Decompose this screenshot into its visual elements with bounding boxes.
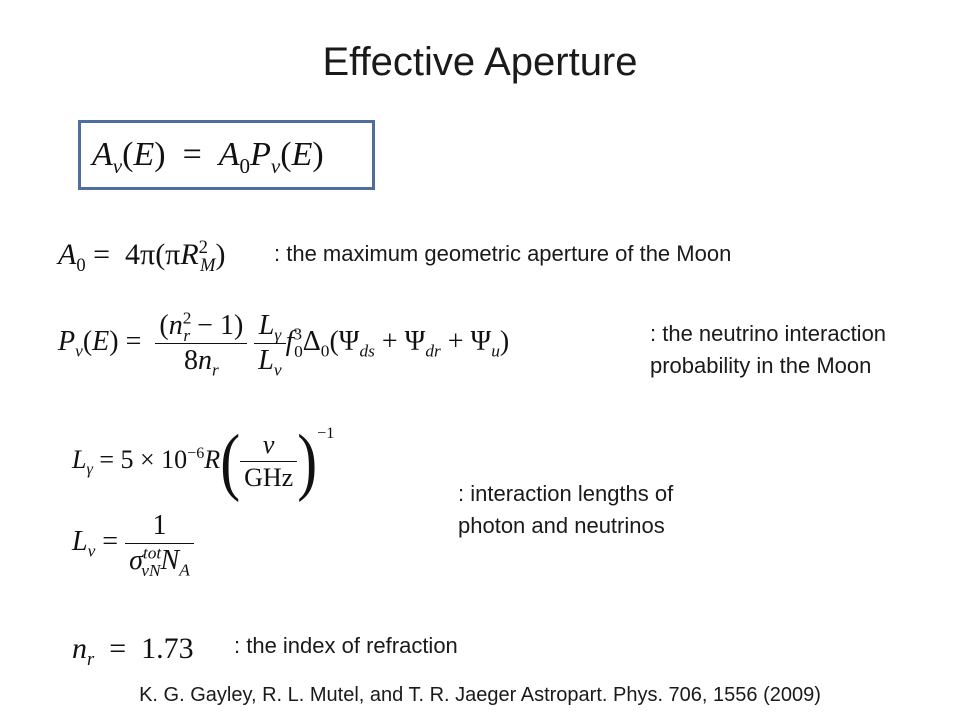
equation-lgamma: $L_\gamma = 5 \times 10^{-6}R$( $\frac{\nu}{\text{GHz}}$ )$^{-1}$ [72, 419, 335, 503]
description-lengths-line2: photon and neutrinos [458, 513, 665, 538]
equation-a0: $A_0 = 4\pi(\pi R^2_M)$ [58, 237, 226, 276]
description-a0: : the maximum geometric aperture of the Moon [274, 241, 732, 266]
description-pnu-line1: : the neutrino interaction [650, 321, 887, 346]
slide-title: Effective Aperture [322, 40, 638, 84]
equation-lnu: $L_\nu$ = $\frac{1}{\sigma^{tot}_{\nu N}N_A}$ [72, 512, 194, 575]
description-lengths [458, 478, 673, 542]
equation-aperture: $A_\nu(E) = A_0P_\nu(E)$ [92, 136, 324, 178]
equation-pnu: $P_\nu(E)$ = $\frac{(n^2_r - 1)}{8n_r}$ $\frac{L_\gamma}{L_\nu}$ $f^3_0\Delta_0(\Psi_{ds} + \Psi_{dr} + \Psi_u)$ [58, 308, 510, 380]
description-pnu-line2: probability in the Moon [650, 353, 872, 378]
citation: K. G. Gayley, R. L. Mutel, and T. R. Jaeger Astropart. Phys. 706, 1556 (2009) [139, 684, 821, 706]
description-lengths-line1: : interaction lengths of [458, 481, 674, 506]
description-nr: : the index of refraction [234, 633, 458, 658]
description-pnu [650, 318, 886, 382]
equation-nr: $n_r = 1.73$ [72, 632, 194, 670]
